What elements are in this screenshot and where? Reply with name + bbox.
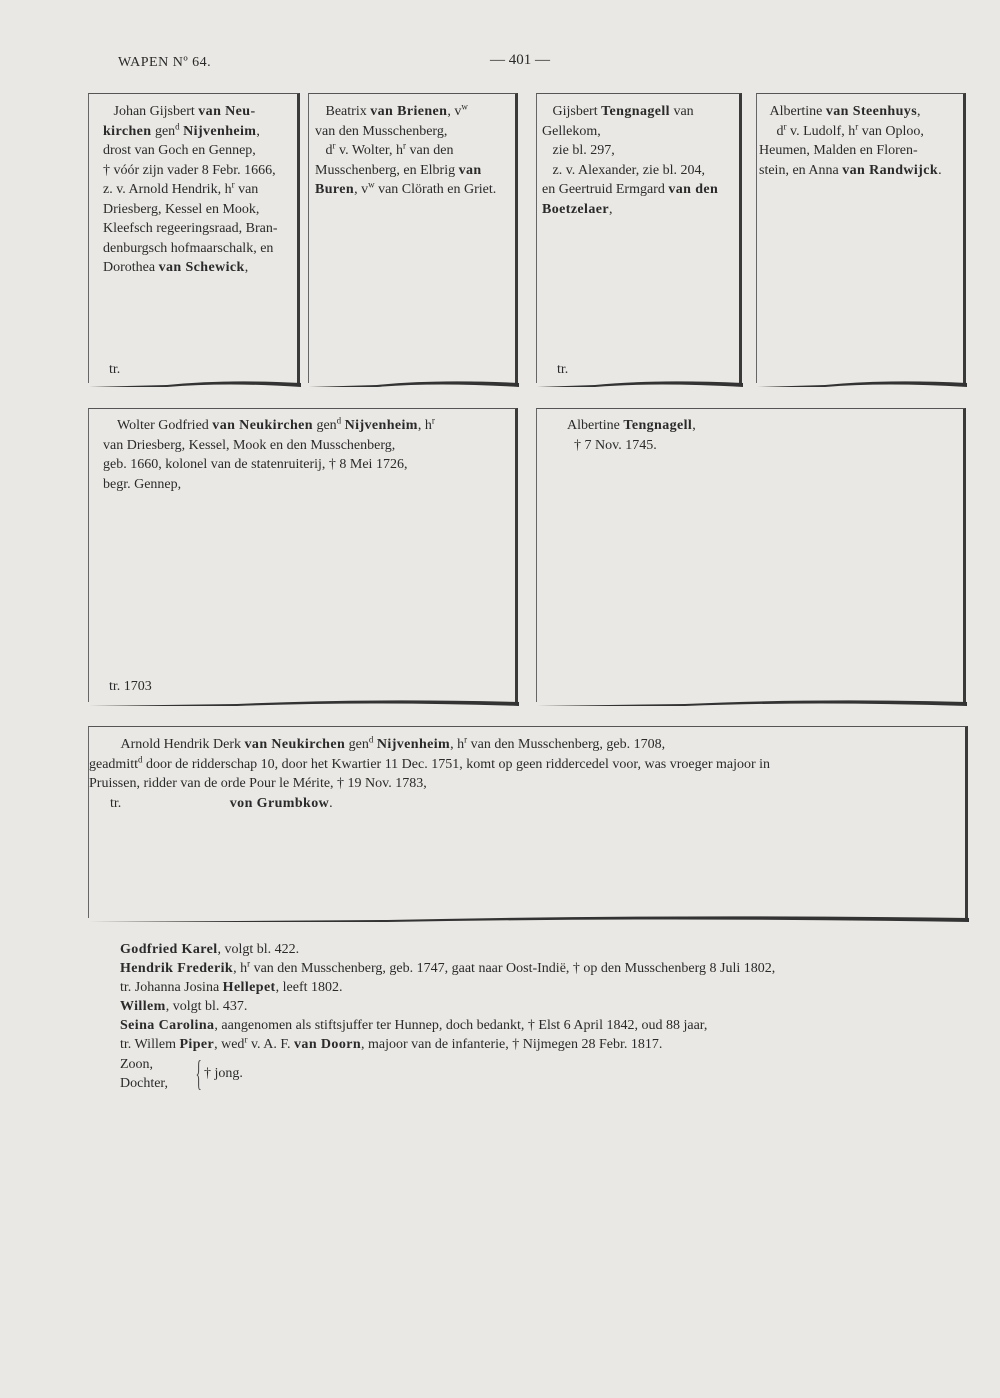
ancestor-box-johan-gijsbert: [88, 93, 300, 383]
marriage-label: tr.: [109, 362, 121, 377]
child-entry: Hendrik Frederik, $h^r$ van den Musschenberg, geb. 1747, gaat naar Oost-Indië, † op den Musschenberg 8 Juli 1802,: [120, 958, 776, 976]
ancestor-text: Beatrix van Brienen, $v^w$ van den Musschenberg, $d^r$ v. Wolter, $h^r$ van den Musschenberg, en Elbrig van Buren, $v^w$ van Clörath en Griet.: [315, 101, 497, 197]
ancestor-box-gijsbert-tengnagell: [536, 93, 742, 383]
child-entry: Godfried Karel, volgt bl. 422.: [120, 942, 300, 957]
parent-box-albertine-tengnagell: [536, 408, 966, 702]
child-entry: Willem, volgt bl. 437.: [120, 999, 248, 1014]
box-scroll-tail: [87, 698, 521, 710]
marriage-label: tr.: [557, 362, 569, 377]
subject-box-arnold-hendrik-derk: [88, 726, 968, 918]
brace-symbol: {: [195, 1053, 202, 1093]
box-scroll-tail: [535, 698, 969, 710]
parent-text: Albertine Tengnagell, † 7 Nov. 1745.: [567, 418, 696, 453]
ancestor-text: Albertine van Steenhuys, $d^r$ v. Ludolf, $h^r$ van Oploo, Heumen, Malden en Floren- stein, en Anna van Randwijck.: [759, 104, 942, 178]
zoon-dochter: Zoon, Dochter,: [120, 1057, 169, 1091]
subject-text: Arnold Hendrik Derk van Neukirchen gen$^d$ Nijvenheim, $h^r$ van den Musschenberg, geb. 1708, geadmitt$^d$ door de ridderschap 10, door het Kwartier 11 Dec. 1751, komt op geen riddercedel voor, was vroeger majoor in Pruissen, ridder van de orde Pour le Mérite, † 19 Nov. 1783, tr. von Grumbkow.: [89, 734, 771, 811]
marriage-label: tr. 1703: [109, 679, 152, 694]
children-list: [120, 940, 960, 1054]
ancestor-box-beatrix: [308, 93, 518, 383]
box-scroll-tail: [87, 379, 303, 391]
box-scroll-tail: [535, 379, 745, 391]
died-young: † jong.: [204, 1066, 243, 1081]
parent-box-wolter-godfried: [88, 408, 518, 702]
child-entry: tr. Willem Piper, wed$^r$ v. A. F. van Doorn, majoor van de infanterie, † Nijmegen 28 Febr. 1817.: [120, 1034, 663, 1052]
child-entry: Seina Carolina, aangenomen als stiftsjuffer ter Hunnep, doch bedankt, † Elst 6 April 1842, oud 88 jaar,: [120, 1018, 708, 1033]
page-number: — 401 —: [490, 52, 550, 68]
child-entry: tr. Johanna Josina Hellepet, leeft 1802.: [120, 980, 343, 995]
parent-text: Wolter Godfried van Neukirchen gen$^d$ Nijvenheim, $h^r$ van Driesberg, Kessel, Mook en den Musschenberg, geb. 1660, kolonel van de statenruiterij, † 8 Mei 1726, begr. Gennep,: [103, 415, 435, 492]
wapen-number: WAPEN Nº 64.: [118, 55, 212, 70]
ancestor-box-albertine-steenhuys: [756, 93, 966, 383]
ancestor-text: Johan Gijsbert van Neu- kirchen gen$^d$ Nijvenheim, drost van Goch en Gennep, † vóór zijn vader 8 Febr. 1666, z. v. Arnold Hendrik, $h^r$ van Driesberg, Kessel en Mook, Kleefsch regeeringsraad, Bran- denburgsch hofmaarschalk, en Dorothea van Schewick,: [103, 104, 278, 275]
box-scroll-tail: [307, 379, 521, 391]
ancestor-text: Gijsbert Tengnagell van Gellekom, zie bl. 297, z. v. Alexander, zie bl. 204, en Geertruid Ermgard van den Boetzelaer,: [542, 104, 719, 217]
box-scroll-tail: [87, 914, 971, 926]
box-scroll-tail: [755, 379, 969, 391]
